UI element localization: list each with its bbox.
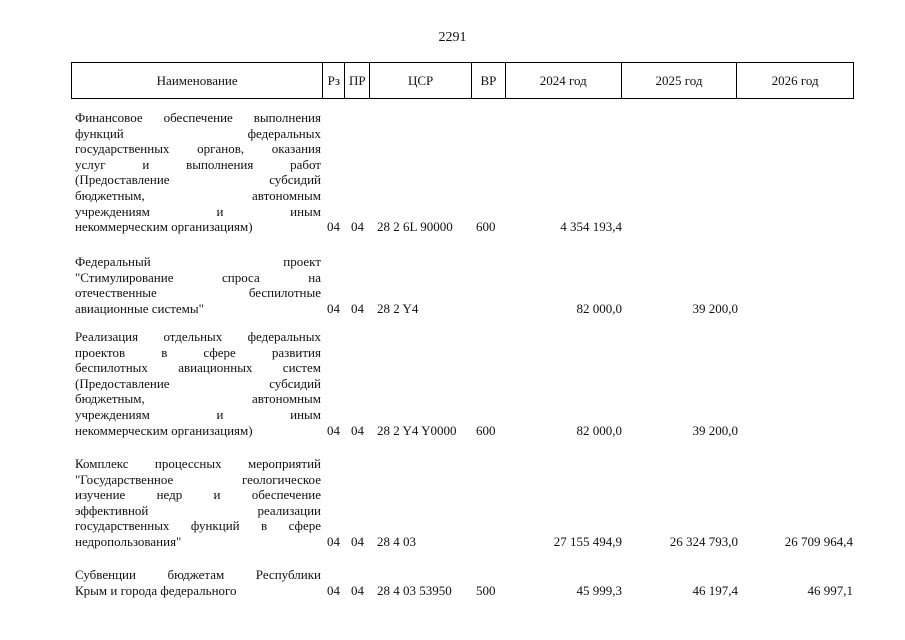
row-name-line: бюджетным, автономным bbox=[75, 187, 321, 203]
row-2026: 46 997,1 bbox=[807, 582, 853, 598]
row-name-line: авиационные системы" bbox=[75, 300, 204, 316]
row-name-line: Крым и города федерального bbox=[75, 582, 237, 598]
row-vr: 600 bbox=[476, 422, 496, 438]
row-pr: 04 bbox=[351, 534, 364, 549]
row-pr: 04 bbox=[351, 582, 364, 598]
row-csr: 28 2 Y4 bbox=[377, 300, 419, 316]
row-pr: 04 bbox=[351, 422, 364, 438]
row-pr: 04 bbox=[351, 300, 364, 316]
row-vr: 500 bbox=[476, 582, 496, 598]
row-name-line: проектов в сфере развития bbox=[75, 344, 321, 360]
row-2026: 26 709 964,4 bbox=[784, 534, 853, 549]
row-name bbox=[75, 110, 321, 235]
row-name-line: функций федеральных bbox=[75, 125, 321, 141]
row-name-line: эффективной реализации bbox=[75, 502, 321, 518]
table-row bbox=[75, 110, 855, 235]
header-rz: Рз bbox=[323, 63, 345, 98]
row-2024: 4 354 193,4 bbox=[560, 219, 622, 235]
row-name-line: (Предоставление субсидий bbox=[75, 172, 321, 188]
row-2025: 26 324 793,0 bbox=[669, 534, 738, 549]
row-2025: 39 200,0 bbox=[692, 300, 738, 316]
row-2024: 27 155 494,9 bbox=[553, 534, 622, 549]
row-csr: 28 2 6L 90000 bbox=[377, 219, 453, 235]
row-name-line: беспилотных авиационных систем bbox=[75, 360, 321, 376]
row-name bbox=[75, 567, 321, 598]
row-rz: 04 bbox=[327, 300, 340, 316]
row-rz: 04 bbox=[327, 219, 340, 235]
row-csr: 28 4 03 bbox=[377, 534, 416, 549]
row-name-line: учреждениям и иным bbox=[75, 203, 321, 219]
row-rz: 04 bbox=[327, 422, 340, 438]
row-name-line: учреждениям и иным bbox=[75, 406, 321, 422]
header-2025: 2025 год bbox=[622, 63, 738, 98]
header-vr: ВР bbox=[472, 63, 506, 98]
row-name-line: "Стимулирование спроса на bbox=[75, 269, 321, 285]
header-csr: ЦСР bbox=[370, 63, 472, 98]
table-header bbox=[71, 62, 854, 99]
row-2025: 46 197,4 bbox=[692, 582, 738, 598]
row-name-line: государственных функций в сфере bbox=[75, 518, 321, 534]
row-name-line: Субвенции бюджетам Республики bbox=[75, 567, 321, 582]
row-2024: 82 000,0 bbox=[576, 422, 622, 438]
header-2026: 2026 год bbox=[771, 72, 819, 88]
row-name-line: Финансовое обеспечение выполнения bbox=[75, 110, 321, 125]
table-row bbox=[75, 329, 855, 438]
row-rz: 04 bbox=[327, 534, 340, 549]
row-2024: 45 999,3 bbox=[576, 582, 622, 598]
row-csr: 28 4 03 53950 bbox=[377, 582, 452, 598]
page-number: 2291 bbox=[438, 30, 467, 45]
row-vr: 600 bbox=[476, 219, 496, 235]
row-name-line: отечественные беспилотные bbox=[75, 285, 321, 301]
row-name-line: недропользования" bbox=[75, 533, 182, 549]
row-name-line: Комплекс процессных мероприятий bbox=[75, 456, 321, 471]
table-row bbox=[75, 254, 855, 316]
row-name-line: изучение недр и обеспечение bbox=[75, 487, 321, 503]
row-rz: 04 bbox=[327, 582, 340, 598]
header-2024: 2024 год bbox=[506, 63, 622, 98]
table-row bbox=[75, 456, 855, 550]
row-name-line: бюджетным, автономным bbox=[75, 391, 321, 407]
row-name-line: услуг и выполнения работ bbox=[75, 156, 321, 172]
row-name bbox=[75, 329, 321, 438]
row-name-line: Федеральный проект bbox=[75, 254, 321, 269]
row-name-line: некоммерческим организациям) bbox=[75, 219, 253, 235]
row-2024: 82 000,0 bbox=[576, 300, 622, 316]
row-csr: 28 2 Y4 Y0000 bbox=[377, 422, 457, 438]
row-name-line: Реализация отдельных федеральных bbox=[75, 329, 321, 344]
row-name bbox=[75, 254, 321, 316]
row-name-line: государственных органов, оказания bbox=[75, 141, 321, 157]
row-name bbox=[75, 456, 321, 550]
table-row bbox=[75, 567, 855, 598]
row-name-line: (Предоставление субсидий bbox=[75, 375, 321, 391]
row-name-line: "Государственное геологическое bbox=[75, 471, 321, 487]
row-2025: 39 200,0 bbox=[692, 422, 738, 438]
row-name-line: некоммерческим организациям) bbox=[75, 422, 253, 438]
row-pr: 04 bbox=[351, 219, 364, 235]
header-pr: ПР bbox=[345, 63, 370, 98]
header-name: Наименование bbox=[72, 63, 323, 98]
